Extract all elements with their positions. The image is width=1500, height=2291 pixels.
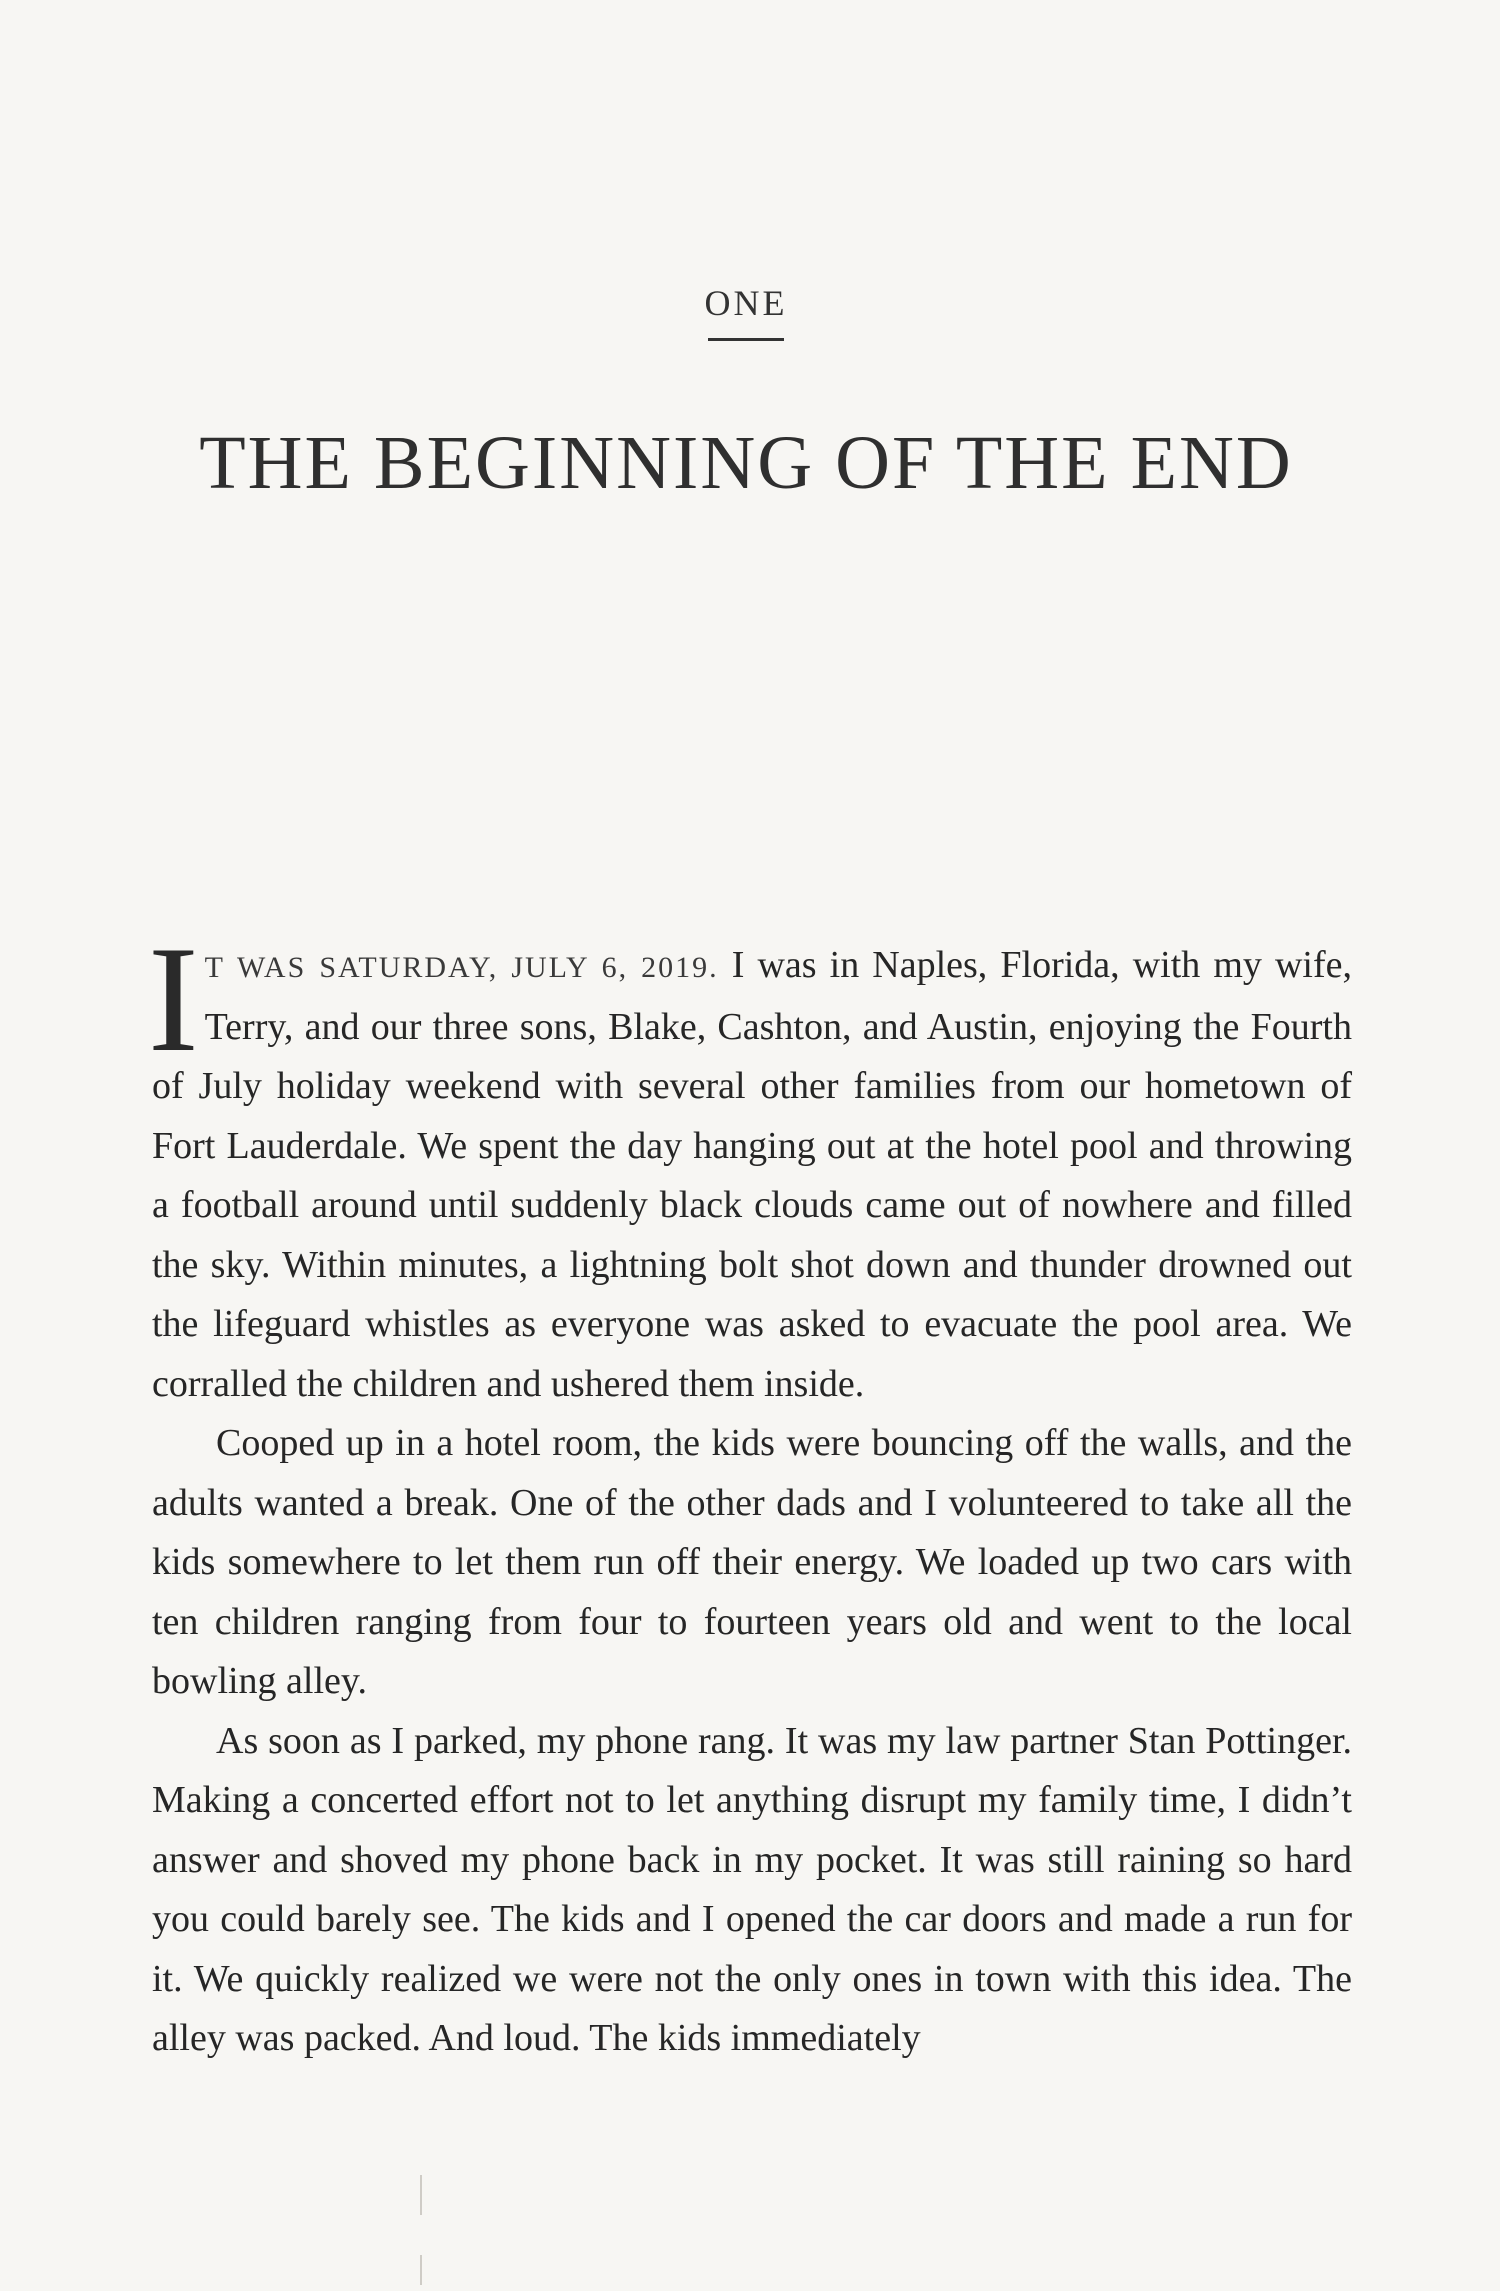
paragraph-1	[148, 915, 1352, 1414]
scan-artifact-mark	[420, 2175, 422, 2215]
paragraph-1-text: I was in Naples, Florida, with my wife, Terry, and our three sons, Blake, Cashton, and Austin, enjoying the Fourth of July holiday weekend with several other families from our hometown of Fort Lauderdale. We spent the day hanging out at the hotel pool and throwing a football around until suddenly black clouds came out of nowhere and filled the sky. Within minutes, a lightning bolt shot down and thunder drowned out the lifeguard whistles as everyone was asked to evacuate the pool area. We corralled the children and ushered them inside.	[152, 944, 1352, 1405]
chapter-number: ONE	[704, 283, 788, 323]
chapter-divider-rule	[708, 338, 784, 341]
chapter-body	[148, 915, 1352, 2069]
opening-small-caps: T WAS SATURDAY, JULY 6, 2019.	[204, 951, 719, 984]
scan-artifact-mark	[420, 2255, 422, 2285]
paragraph-3: As soon as I parked, my phone rang. It was my law partner Stan Pottinger. Making a concerted effort not to let anything disrupt my family time, I didn’t answer and shoved my phone back in my pocket. It was still raining so hard you could barely see. The kids and I opened the car doors and made a run for it. We quickly realized we were not the only ones in town with this idea. The alley was packed. And loud. The kids immediately	[152, 1719, 1352, 2059]
chapter-title: THE BEGINNING OF THE END	[199, 421, 1293, 505]
drop-cap: I	[148, 915, 199, 1083]
paragraph-2: Cooped up in a hotel room, the kids were bouncing off the walls, and the adults wanted a break. One of the other dads and I volunteered to take all the kids somewhere to let them run off their energy. We loaded up two cars with ten children ranging from four to fourteen years old and went to the local bowling alley.	[152, 1422, 1352, 1702]
